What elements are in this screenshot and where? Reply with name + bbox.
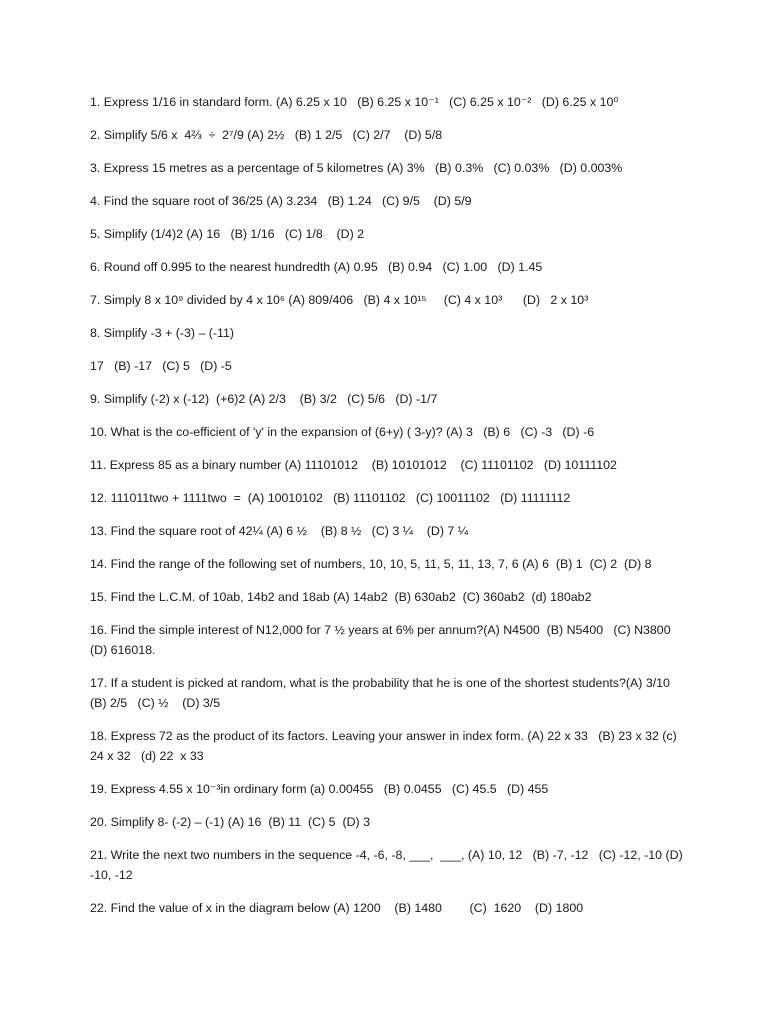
question-16: 16. Find the simple interest of N12,000 for 7 ½ years at 6% per annum?(A) N4500 (B) N5400 (C) N3800 (D) 616018. (90, 623, 675, 657)
question-14: 14. Find the range of the following set of numbers, 10, 10, 5, 11, 5, 11, 13, 7, 6 (A) 6 (B) 1 (C) 2 (D) 8 (90, 557, 652, 571)
question-8: 8. Simplify -3 + (-3) – (-11) (90, 326, 235, 340)
question-10: 10. What is the co-efficient of 'y' in the expansion of (6+y) ( 3-y)? (A) 3 (B) 6 (C) -3 (D) -6 (90, 425, 595, 439)
question-19: 19. Express 4.55 x 10⁻³in ordinary form (a) 0.00455 (B) 0.0455 (C) 45.5 (D) 455 (90, 782, 549, 796)
question-18: 18. Express 72 as the product of its factors. Leaving your answer in index form. (A) 22 x 33 (B) 23 x 32 (c) 24 x 32 (d) 22 x 33 (90, 729, 681, 763)
question-list (90, 92, 690, 931)
question-21: 21. Write the next two numbers in the sequence -4, -6, -8, ___, ___, (A) 10, 12 (B) -7, -12 (C) -12, -10 (D) -10, -12 (90, 848, 687, 882)
question-4: 4. Find the square root of 36/25 (A) 3.234 (B) 1.24 (C) 9/5 (D) 5/9 (90, 194, 472, 208)
question-20: 20. Simplify 8- (-2) – (-1) (A) 16 (B) 11 (C) 5 (D) 3 (90, 815, 370, 829)
question-22: 22. Find the value of x in the diagram below (A) 1200 (B) 1480 (C) 1620 (D) 1800 (90, 901, 584, 915)
question-8-options: 17 (B) -17 (C) 5 (D) -5 (90, 359, 232, 373)
question-15: 15. Find the L.C.M. of 10ab, 14b2 and 18ab (A) 14ab2 (B) 630ab2 (C) 360ab2 (d) 180ab2 (90, 590, 592, 604)
question-11: 11. Express 85 as a binary number (A) 11101012 (B) 10101012 (C) 11101102 (D) 10111102 (90, 458, 617, 472)
question-9: 9. Simplify (-2) x (-12) (+6)2 (A) 2/3 (B) 3/2 (C) 5/6 (D) -1/7 (90, 392, 438, 406)
question-12: 12. 111011two + 1111two = (A) 10010102 (B) 11101102 (C) 10011102 (D) 11111112 (90, 491, 571, 505)
question-5: 5. Simplify (1/4)2 (A) 16 (B) 1/16 (C) 1/8 (D) 2 (90, 227, 365, 241)
question-7: 7. Simply 8 x 10⁹ divided by 4 x 10⁶ (A) 809/406 (B) 4 x 10¹⁵ (C) 4 x 10³ (D) 2 x 10³ (90, 293, 589, 307)
question-6: 6. Round off 0.995 to the nearest hundredth (A) 0.95 (B) 0.94 (C) 1.00 (D) 1.45 (90, 260, 543, 274)
question-1: 1. Express 1/16 in standard form. (A) 6.25 x 10 (B) 6.25 x 10⁻¹ (C) 6.25 x 10⁻² (D) 6.25 x 10⁰ (90, 95, 619, 109)
question-17: 17. If a student is picked at random, what is the probability that he is one of the shortest students?(A) 3/10 (B) 2/5 (C) ½ (D) 3/5 (90, 676, 681, 710)
question-2: 2. Simplify 5/6 x 4⅔ ÷ 2⁷/9 (A) 2½ (B) 1 2/5 (C) 2/7 (D) 5/8 (90, 128, 443, 142)
question-3: 3. Express 15 metres as a percentage of 5 kilometres (A) 3% (B) 0.3% (C) 0.03% (D) 0.003% (90, 161, 623, 175)
question-13: 13. Find the square root of 42¼ (A) 6 ½ (B) 8 ½ (C) 3 ¼ (D) 7 ¼ (90, 524, 469, 538)
